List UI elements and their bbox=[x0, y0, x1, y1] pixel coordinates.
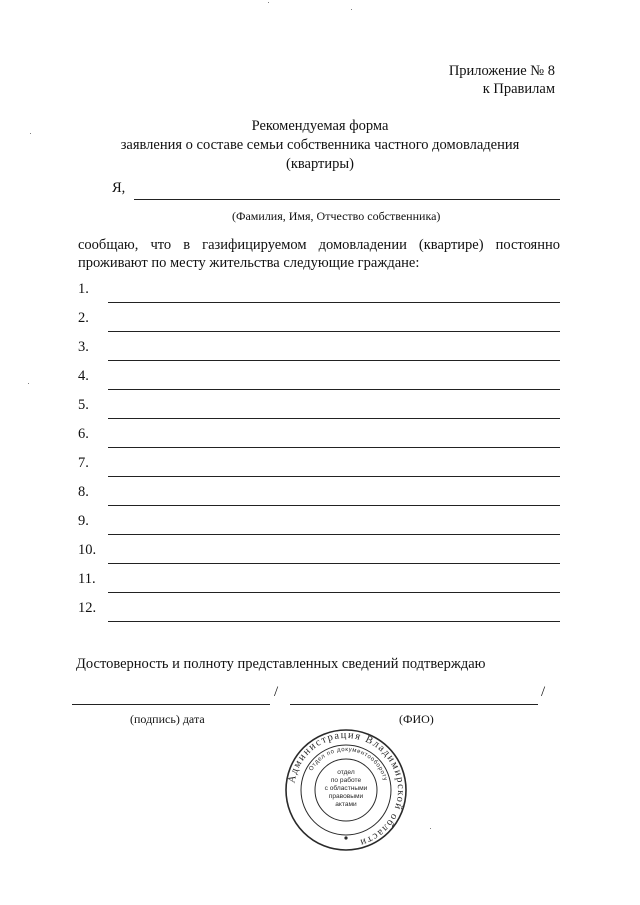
resident-name-line[interactable] bbox=[108, 302, 560, 303]
applicant-name-line[interactable] bbox=[134, 199, 560, 200]
resident-name-line[interactable] bbox=[108, 418, 560, 419]
resident-row-number: 3. bbox=[78, 339, 89, 355]
resident-row-number: 10. bbox=[78, 542, 97, 558]
resident-row-number: 9. bbox=[78, 513, 89, 529]
resident-name-line[interactable] bbox=[108, 331, 560, 332]
resident-name-line[interactable] bbox=[108, 592, 560, 593]
resident-row-number: 11. bbox=[78, 571, 96, 587]
scan-speck bbox=[430, 828, 431, 829]
title-line-2: заявления о составе семьи собственника частного домовладения bbox=[120, 137, 520, 153]
stamp-ring-text: Администрация Владимирской области bbox=[286, 729, 407, 849]
resident-name-line[interactable] bbox=[108, 476, 560, 477]
resident-row-number: 8. bbox=[78, 484, 89, 500]
applicant-prefix: Я, bbox=[112, 180, 126, 196]
resident-row-number: 4. bbox=[78, 368, 89, 384]
applicant-caption: (Фамилия, Имя, Отчество собственника) bbox=[232, 209, 441, 223]
resident-row-number: 5. bbox=[78, 397, 89, 413]
signature-slash-right: / bbox=[541, 684, 546, 700]
resident-row-number: 12. bbox=[78, 600, 97, 616]
resident-row-number: 2. bbox=[78, 310, 89, 326]
signature-date-line[interactable] bbox=[72, 704, 270, 705]
resident-row-number: 1. bbox=[78, 281, 89, 297]
statement-text: сообщаю, что в газифицируемом домовладении (квартире) постоянно проживают по месту жительства следующие граждане: bbox=[78, 237, 560, 271]
stamp-center-line-2: по работе bbox=[330, 777, 362, 784]
title-line-3: (квартиры) bbox=[286, 156, 354, 172]
appendix-header bbox=[449, 62, 555, 98]
stamp-center-line-3: с областными bbox=[324, 785, 368, 792]
official-stamp bbox=[284, 728, 408, 852]
stamp-center-line-1: отдел bbox=[337, 769, 355, 776]
form-title bbox=[0, 117, 640, 174]
fio-line[interactable] bbox=[290, 704, 538, 705]
scan-speck bbox=[268, 2, 269, 3]
appendix-reference: к Правилам bbox=[482, 81, 555, 97]
appendix-number: Приложение № 8 bbox=[448, 63, 555, 79]
resident-name-line[interactable] bbox=[108, 389, 560, 390]
stamp-center-line-4: правовыми bbox=[328, 793, 364, 800]
title-line-1: Рекомендуемая форма bbox=[251, 118, 389, 134]
stamp-center-line-5: актами bbox=[335, 801, 357, 808]
resident-name-line[interactable] bbox=[108, 360, 560, 361]
resident-row-number: 6. bbox=[78, 426, 89, 442]
resident-name-line[interactable] bbox=[108, 447, 560, 448]
resident-row-number: 7. bbox=[78, 455, 89, 471]
stamp-dot bbox=[344, 836, 347, 839]
scan-speck bbox=[351, 9, 352, 10]
resident-name-line[interactable] bbox=[108, 621, 560, 622]
stamp-inner-ring-text: Отдел по документообороту bbox=[308, 746, 388, 783]
signature-caption: (подпись) дата bbox=[130, 712, 205, 726]
scan-speck bbox=[30, 133, 31, 134]
signature-slash-left: / bbox=[274, 684, 279, 700]
fio-caption: (ФИО) bbox=[399, 712, 434, 726]
resident-name-line[interactable] bbox=[108, 534, 560, 535]
scan-speck bbox=[28, 383, 29, 384]
resident-name-line[interactable] bbox=[108, 563, 560, 564]
resident-name-line[interactable] bbox=[108, 505, 560, 506]
confirmation-text: Достоверность и полноту представленных сведений подтверждаю bbox=[76, 656, 486, 672]
